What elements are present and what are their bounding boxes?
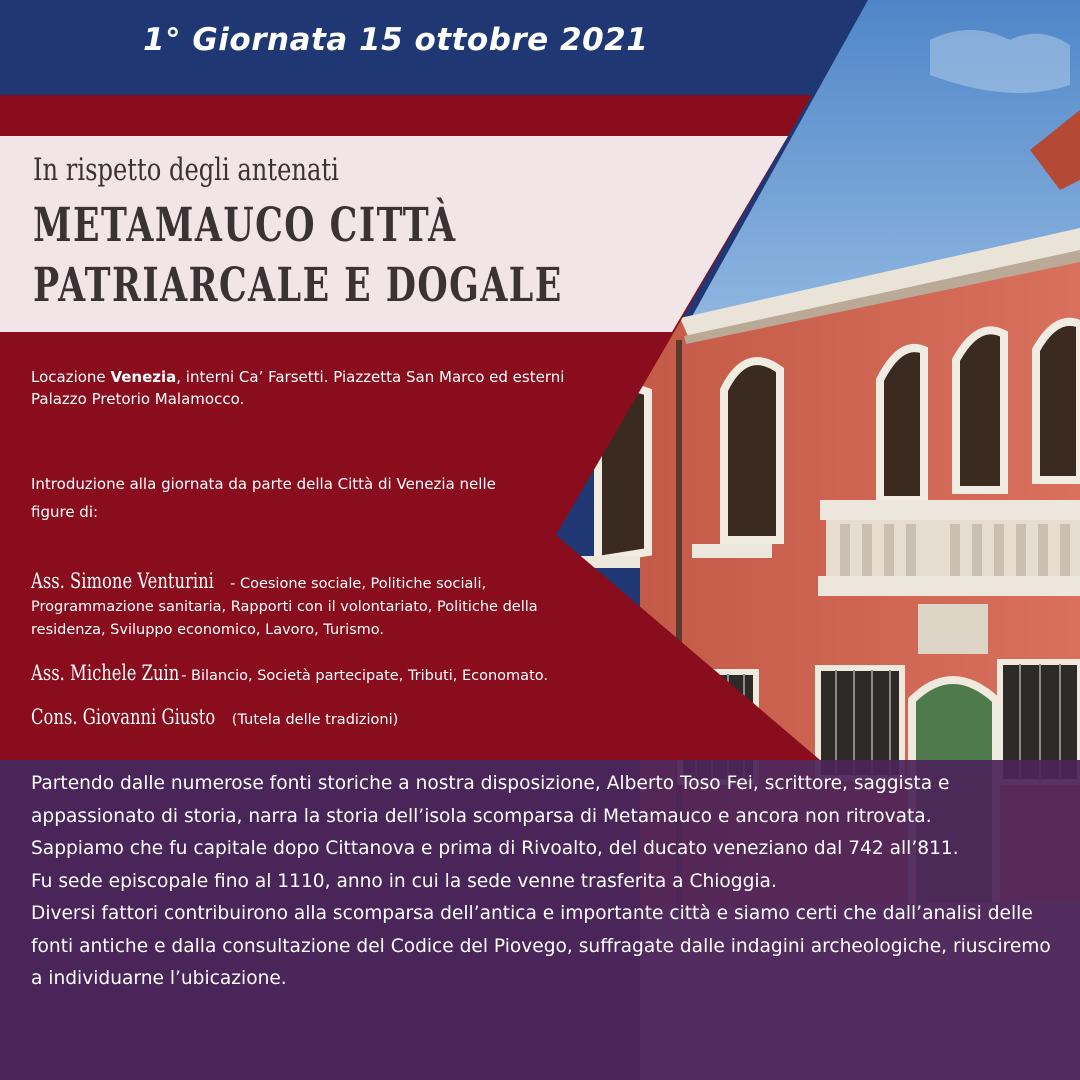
speaker-name: Ass. Michele Zuin — [31, 661, 180, 685]
speaker-giusto — [31, 706, 631, 731]
speaker-zuin — [31, 662, 651, 687]
intro-text: Introduzione alla giornata da parte della Città di Venezia nelle figure di: — [31, 475, 496, 521]
title-line-1: METAMAUCO CITTÀ — [33, 198, 457, 253]
speaker-name: Cons. Giovanni Giusto — [31, 705, 216, 729]
title-line-2: PATRIARCALE E DOGALE — [33, 258, 563, 313]
description-paragraph: Diversi fattori contribuirono alla scomparsa dell’antica e importante città e siamo certi che dall’analisi delle fonti antiche e dalla consultazione del Codice del Piovego, suffragate dalle indagini archeologiche, riusciremo a individuarne l’ubicazione. — [31, 903, 1051, 989]
location-city: Venezia — [110, 368, 177, 386]
description-text — [31, 768, 1066, 996]
speaker-role: - Coesione sociale, Politiche sociali, Programmazione sanitaria, Rapporti con il volontariato, Politiche della residenza, Sviluppo economico, Lavoro, Turismo. — [31, 576, 538, 638]
speaker-name: Ass. Simone Venturini — [31, 569, 214, 593]
location-text — [31, 366, 571, 410]
speaker-role: - Bilancio, Società partecipate, Tributi, Economato. — [181, 668, 548, 684]
speaker-venturini — [31, 570, 591, 641]
location-rest: , interni Ca’ Farsetti. Piazzetta San Marco ed esterni Palazzo Pretorio Malamocco. — [31, 368, 565, 408]
description-paragraph: Sappiamo che fu capitale dopo Cittanova e prima di Rivoalto, del ducato veneziano dal 742 all’811. — [31, 838, 959, 859]
subtitle: In rispetto degli antenati — [33, 152, 339, 188]
description-paragraph: Partendo dalle numerose fonti storiche a nostra disposizione, Alberto Toso Fei, scrittore, saggista e appassionato di storia, narra la storia dell’isola scomparsa di Metamauco e ancora non ritrovata. — [31, 773, 950, 827]
description-paragraph: Fu sede episcopale fino al 1110, anno in cui la sede venne trasferita a Chioggia. — [31, 870, 777, 892]
event-date: 1° Giornata 15 ottobre 2021 — [143, 22, 649, 58]
speaker-role: (Tutela delle tradizioni) — [227, 712, 399, 728]
location-prefix: Locazione — [31, 368, 111, 386]
